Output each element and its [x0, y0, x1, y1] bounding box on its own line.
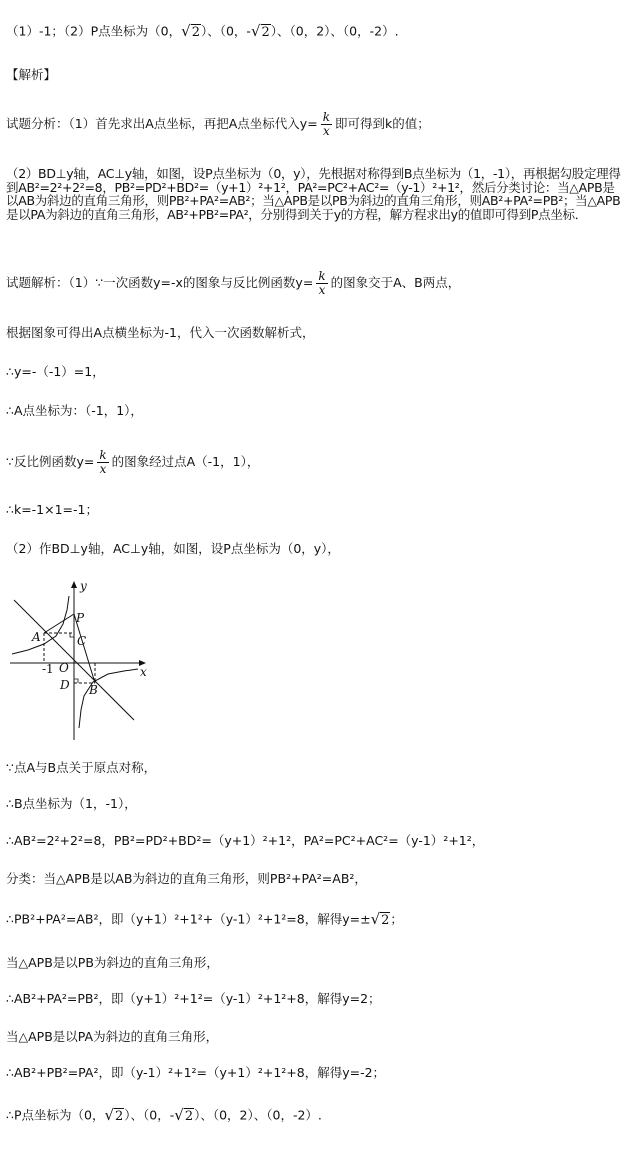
solution-line-17	[6, 1108, 322, 1124]
answer-text-a: （1）-1；（2）P点坐标为（0，	[6, 23, 182, 39]
analysis-text: 试题分析：（1）首先求出A点坐标，再把A点坐标代入y=	[6, 116, 318, 131]
answer-line	[6, 24, 399, 40]
label-c: C	[77, 634, 87, 648]
analysis-line-1	[6, 111, 430, 138]
solution-text: 的图象交于A、B两点，	[330, 275, 461, 290]
sqrt-symbol: √2	[174, 1106, 194, 1124]
solution-line-16: ∴AB²+PB²=PA²，即（y-1）²+1²=（y+1）²+1²+8，解得y=-2；	[6, 1065, 386, 1080]
solution-line-1	[6, 270, 460, 297]
label-d: D	[60, 678, 70, 692]
solution-line-9: ∴B点坐标为（1，-1），	[6, 796, 137, 811]
sqrt-symbol: √2	[250, 22, 270, 40]
solution-line-4: ∴A点坐标为：（-1，1），	[6, 403, 143, 418]
solution-line-12	[6, 912, 403, 928]
hyperbola-left	[12, 596, 69, 654]
y-axis-arrow-icon	[71, 581, 77, 588]
solution-line-10: ∴AB²=2²+2²=8，PB²=PD²+BD²=（y+1）²+1²，PA²=PC²+AC²=（y-1）²+1²，	[6, 833, 485, 848]
solution-text: ）、（0，2）、（0，-2）.	[194, 1107, 322, 1123]
analysis-paragraph: （2）BD⊥y轴，AC⊥y轴，如图，设P点坐标为（0，y），先根据对称得到B点坐标为（1，-1），再根据勾股定理得到AB²=2²+2²=8，PB²=PD²+BD²=（y+1）²+1²，PA²=PC²+AC²=（y-1）²+1²，然后分类讨论：当△APB是以AB为斜边的直角三角形，则PB²+PA²=AB²；当△APB是以PB为斜边的直角三角形，则AB²+PA²=PB²；当△APB是以PA为斜边的直角三角形，AB²+PB²=PA²，分别得到关于y的方程，解方程求出y的值即可得到P点坐标．	[6, 166, 621, 222]
right-angle-c	[70, 633, 74, 637]
label-p: P	[76, 611, 85, 625]
sqrt-symbol: √2	[370, 910, 390, 928]
right-angle-d	[74, 679, 78, 683]
solution-line-15: 当△APB是以PA为斜边的直角三角形，	[6, 1029, 219, 1044]
solution-text: 的图象经过点A（-1，1），	[111, 454, 260, 469]
solution-text: ∴PB²+PA²=AB²，即（y+1）²+1²+（y-1）²+1²=8，解得y=±	[6, 911, 371, 927]
analysis-text: 即可得到k的值；	[334, 116, 430, 131]
label-minus-one: -1	[42, 662, 54, 676]
solution-text: ∴P点坐标为（0，	[6, 1107, 105, 1123]
solution-text: ∵反比例函数y=	[6, 454, 95, 469]
fraction-k-over-x: $\frac{k}{x}$	[318, 269, 326, 297]
sqrt-symbol: √2	[181, 22, 200, 40]
label-o: O	[59, 661, 69, 675]
solution-text: ）、（0，-	[124, 1107, 175, 1123]
solution-line-14: ∴AB²+PA²=PB²，即（y+1）²+1²=（y-1）²+1²+8，解得y=2；	[6, 991, 381, 1006]
jiexi-header: 【解析】	[6, 67, 57, 82]
solution-line-8: ∵点A与B点关于原点对称，	[6, 760, 157, 775]
fraction-k-over-x: $\frac{k}{x}$	[322, 110, 330, 138]
solution-line-2: 根据图象可得出A点横坐标为-1，代入一次函数解析式，	[6, 325, 315, 340]
label-x: x	[140, 665, 147, 679]
answer-text-c: ）、（0，2）、（0，-2）.	[270, 23, 399, 39]
solution-line-7: （2）作BD⊥y轴，AC⊥y轴，如图，设P点坐标为（0，y），	[6, 541, 340, 556]
sqrt-symbol: √2	[104, 1106, 124, 1124]
solution-text: 试题解析：（1）∵一次函数y=-x的图象与反比例函数y=	[6, 275, 314, 290]
solution-line-5	[6, 449, 259, 476]
solution-line-11: 分类：当△APB是以AB为斜边的直角三角形，则PB²+PA²=AB²，	[6, 871, 367, 886]
solution-line-6: ∴k=-1×1=-1；	[6, 502, 98, 517]
solution-line-13: 当△APB是以PB为斜边的直角三角形，	[6, 955, 219, 970]
answer-text-b: ）、（0，-	[200, 23, 251, 39]
fraction-k-over-x: $\frac{k}{x}$	[99, 448, 107, 476]
solution-text: ；	[390, 911, 403, 927]
coordinate-figure	[8, 578, 158, 740]
hyperbola-right	[79, 669, 138, 728]
solution-line-3: ∴y=-（-1）=1，	[6, 364, 105, 379]
label-y: y	[80, 579, 87, 593]
label-a: A	[32, 630, 41, 644]
label-b: B	[89, 683, 98, 697]
